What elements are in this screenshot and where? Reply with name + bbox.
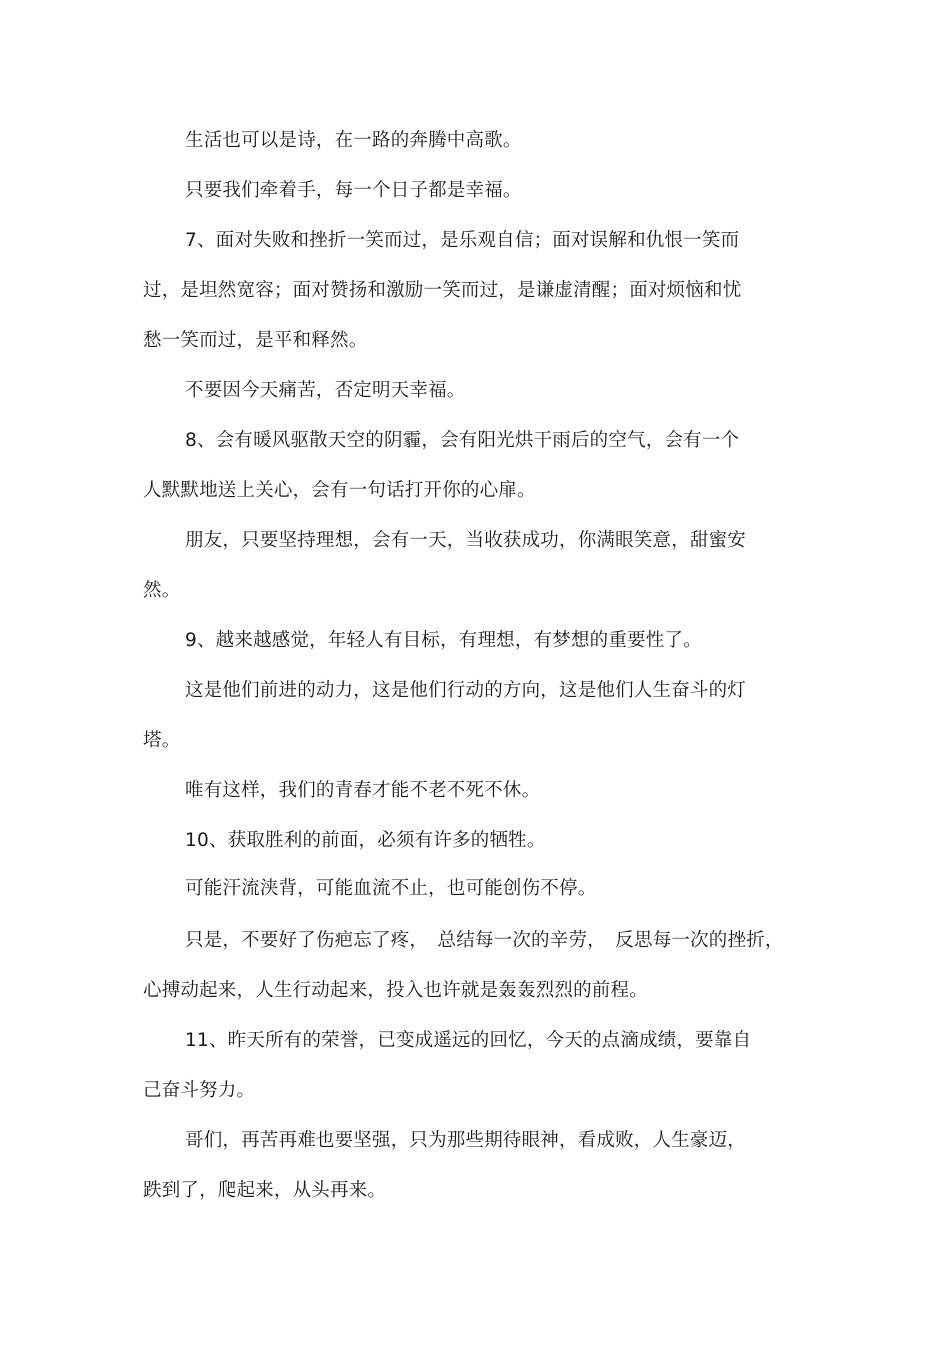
text-line: 只是，不要好了伤疤忘了疼， 总结每一次的辛劳， 反思每一次的挫折， — [185, 930, 784, 951]
text-line: 过，是坦然宽容；面对赞扬和激励一笑而过，是谦虚清醒；面对烦恼和忧 — [143, 280, 742, 301]
text-line: 然。 — [143, 580, 181, 601]
text-line: 可能汗流浃背，可能血流不止，也可能创伤不停。 — [185, 878, 597, 899]
text-line: 跌到了，爬起来，从头再来。 — [143, 1180, 387, 1201]
text-line: 11、昨天所有的荣誉，已变成遥远的回忆，今天的点滴成绩，要靠自 — [185, 1030, 752, 1051]
text-line: 唯有这样，我们的青春才能不老不死不休。 — [185, 780, 541, 801]
text-line: 10、获取胜利的前面，必须有许多的牺牲。 — [185, 830, 546, 851]
text-line: 朋友，只要坚持理想，会有一天，当收获成功，你满眼笑意，甜蜜安 — [185, 530, 747, 551]
text-line: 7、面对失败和挫折一笑而过，是乐观自信；面对误解和仇恨一笑而 — [185, 230, 740, 251]
text-line: 8、会有暖风驱散天空的阴霾，会有阳光烘干雨后的空气，会有一个 — [185, 430, 740, 451]
text-line: 心搏动起来，人生行动起来，投入也许就是轰轰烈烈的前程。 — [143, 980, 648, 1001]
text-line: 不要因今天痛苦，否定明天幸福。 — [185, 380, 466, 401]
text-line: 愁一笑而过，是平和释然。 — [143, 330, 368, 351]
text-line: 己奋斗努力。 — [143, 1080, 256, 1101]
text-line: 哥们，再苦再难也要坚强，只为那些期待眼神，看成败，人生豪迈， — [185, 1130, 747, 1151]
text-line: 只要我们牵着手，每一个日子都是幸福。 — [185, 180, 522, 201]
text-line: 塔。 — [143, 730, 181, 751]
text-line: 人默默地送上关心，会有一句话打开你的心扉。 — [143, 480, 536, 501]
text-line: 9、越来越感觉，年轻人有目标，有理想，有梦想的重要性了。 — [185, 630, 702, 651]
text-line: 这是他们前进的动力，这是他们行动的方向，这是他们人生奋斗的灯 — [185, 680, 747, 701]
text-line: 生活也可以是诗，在一路的奔腾中高歌。 — [185, 130, 522, 151]
